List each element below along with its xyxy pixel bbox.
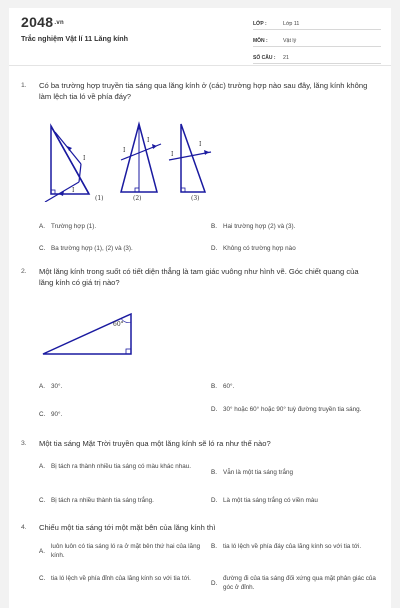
option-d[interactable] xyxy=(211,244,381,253)
meta-label: MÔN : xyxy=(253,38,268,44)
option-c[interactable] xyxy=(39,574,207,583)
option-letter: A. xyxy=(39,383,45,390)
ray-label: I xyxy=(83,155,86,162)
option-a[interactable] xyxy=(39,462,207,471)
figure-label: (3) xyxy=(191,195,200,202)
option-letter: C. xyxy=(39,497,46,504)
option-c[interactable] xyxy=(39,410,207,419)
option-a[interactable] xyxy=(39,542,207,560)
option-letter: A. xyxy=(39,463,45,470)
option-text: Không có trường hợp nào xyxy=(223,245,296,252)
option-letter: C. xyxy=(39,411,46,418)
exam-page xyxy=(9,8,391,608)
meta-value: Lớp 11 xyxy=(283,21,300,27)
option-letter: C. xyxy=(39,575,46,582)
option-text: Bị tách ra thành nhiều tia sáng có màu khác nhau. xyxy=(51,463,192,470)
option-letter: D. xyxy=(211,579,218,587)
question-number: 3. xyxy=(21,440,27,447)
option-letter: C. xyxy=(39,245,46,252)
option-letter: D. xyxy=(211,406,218,413)
option-a[interactable] xyxy=(39,382,207,391)
site-logo[interactable]: 2048.vn xyxy=(21,14,64,30)
option-text: 90°. xyxy=(51,411,63,418)
option-c[interactable] xyxy=(39,496,207,505)
option-text: luôn luôn có tia sáng ló ra ở mặt bên thứ hai của lăng kính. xyxy=(51,543,201,559)
angle-label: 60° xyxy=(113,321,124,328)
option-letter: B. xyxy=(211,543,217,550)
option-letter: B. xyxy=(211,223,217,230)
option-b[interactable] xyxy=(211,542,381,551)
option-text: Ba trường hợp (1), (2) và (3). xyxy=(51,245,133,252)
meta-value: 21 xyxy=(283,55,289,61)
option-text: Bị tách ra nhiều thành tia sáng trắng. xyxy=(51,497,154,504)
option-text: đường đi của tia sáng đối xứng qua mặt phân giác của góc ở đỉnh. xyxy=(223,575,376,591)
meta-subject-row xyxy=(253,33,381,47)
option-letter: D. xyxy=(211,245,218,252)
meta-label: SỐ CÂU : xyxy=(253,55,276,61)
option-text: Là một tia sáng trắng có viền màu xyxy=(223,497,318,504)
document-title: Trắc nghiệm Vật lí 11 Lăng kính xyxy=(21,34,129,43)
figure-label: (2) xyxy=(133,195,142,202)
option-text: tia ló lệch về phía đỉnh của lăng kính so với tia tới. xyxy=(51,575,191,582)
option-letter: A. xyxy=(39,223,45,230)
option-text: 30°. xyxy=(51,383,63,390)
question-text: Có ba trường hợp truyền tia sáng qua lăng kính ở (các) trường hợp nào sau đây, lăng kính không làm lệch tia ló về phía đáy? xyxy=(39,81,368,101)
ray-label: I xyxy=(123,147,126,154)
option-text: Vẫn là một tia sáng trắng xyxy=(223,469,294,476)
option-b[interactable] xyxy=(211,222,381,231)
page-header xyxy=(9,8,391,66)
figure-label: (1) xyxy=(95,195,104,202)
prism-cases-figure xyxy=(39,120,219,202)
option-a[interactable] xyxy=(39,222,207,231)
option-text: Hai trường hợp (2) và (3). xyxy=(223,223,296,230)
option-letter: A. xyxy=(39,547,45,555)
option-c[interactable] xyxy=(39,244,207,253)
meta-label: LỚP : xyxy=(253,21,267,27)
question-number: 2. xyxy=(21,268,27,275)
option-text: Trường hợp (1). xyxy=(51,223,97,230)
option-d[interactable] xyxy=(211,496,381,505)
question-text: Một tia sáng Mặt Trời truyền qua một lăng kính sẽ ló ra như thế nào? xyxy=(39,439,271,448)
question-number: 4. xyxy=(21,524,27,531)
option-text: 30° hoặc 60° hoặc 90° tuỳ đường truyền tia sáng. xyxy=(223,406,362,413)
exam-meta xyxy=(253,16,381,67)
meta-class-row xyxy=(253,16,381,30)
right-triangle-figure xyxy=(41,312,137,358)
option-d[interactable] xyxy=(211,405,381,414)
option-d[interactable] xyxy=(211,574,381,592)
ray-label: I xyxy=(147,137,150,144)
meta-value: Vật lý xyxy=(283,38,297,44)
question-text: Một lăng kính trong suốt có tiết diện thẳng là tam giác vuông như hình vẽ. Góc chiết quang của lăng kính có giá trị nào? xyxy=(39,267,359,287)
meta-count-row xyxy=(253,50,381,64)
option-letter: B. xyxy=(211,383,217,390)
option-text: 60°. xyxy=(223,383,235,390)
question-number: 1. xyxy=(21,82,27,89)
option-b[interactable] xyxy=(211,382,381,391)
ray-label: I xyxy=(171,151,174,158)
option-text: tia ló lệch về phía đáy của lăng kính so với tia tới. xyxy=(223,543,362,550)
ray-label: I xyxy=(72,187,75,194)
option-b[interactable] xyxy=(211,468,381,477)
ray-label: I xyxy=(199,141,202,148)
question-text: Chiếu một tia sáng tới một mặt bên của lăng kính thì xyxy=(39,523,216,532)
option-letter: D. xyxy=(211,497,218,504)
option-letter: B. xyxy=(211,469,217,476)
